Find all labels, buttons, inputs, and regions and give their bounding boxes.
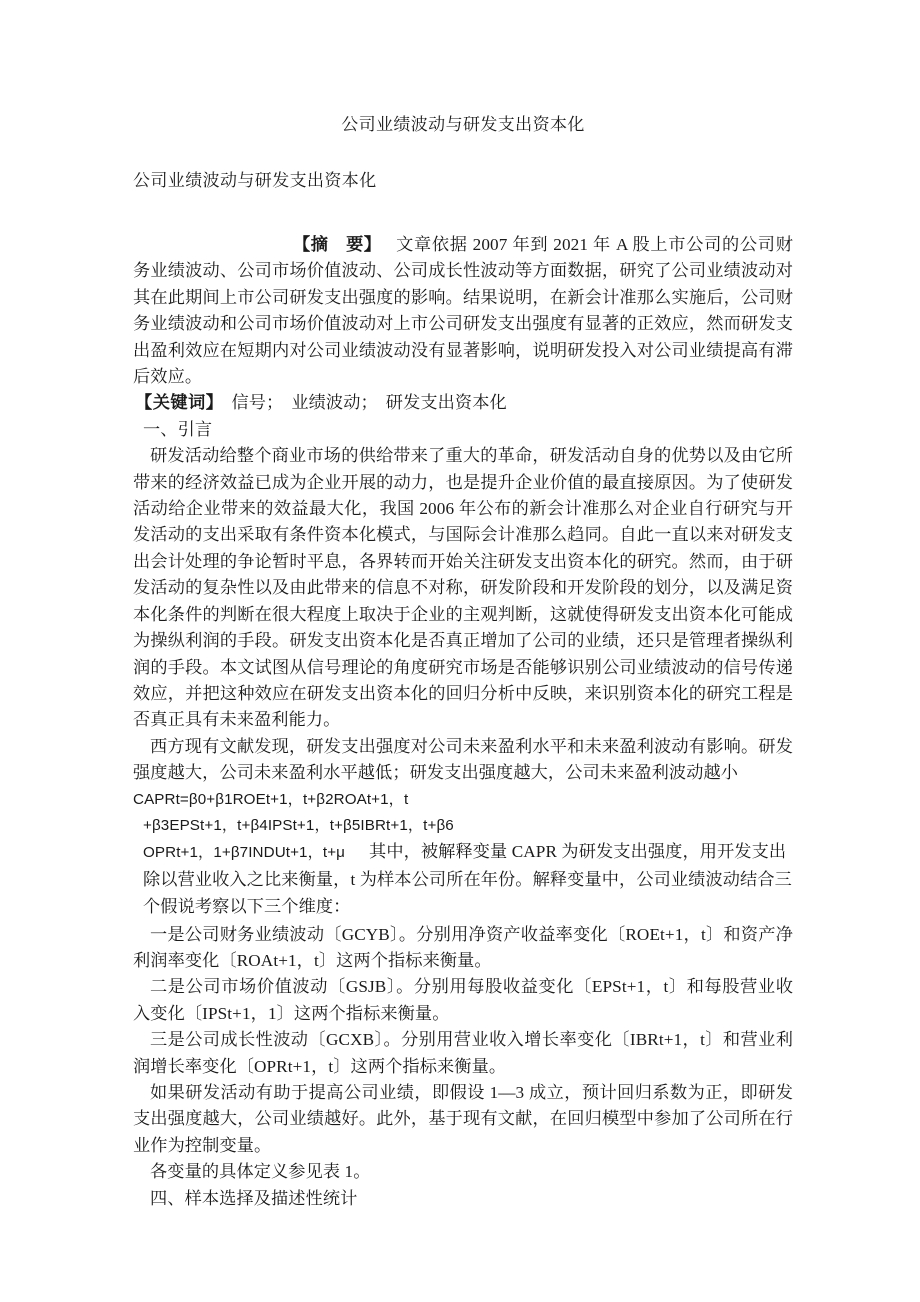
abstract-text: 文章依据 2007 年到 2021 年 A 股上市公司的公司财务业绩波动、公司市场价值波动、公司成长性波动等方面数据，研究了公司业绩波动对其在此期间上市公司研发支出强度的影响。结果说明，在新会计准那么实施后，公司财务业绩波动和公司市场价值波动对上市公司研发支出强度有显著的正效应，然而研发支出盈利效应在短期内对公司业绩波动没有显著影响，说明研发投入对公司业绩提高有滞后效应。: [133, 235, 793, 387]
keyword-item-2: 研发支出资本化: [385, 393, 507, 413]
keywords-label: 【关键词】: [135, 393, 224, 413]
article-title: 公司业绩波动与研发支出资本化: [133, 171, 377, 190]
formula-line-1: CAPRt=β0+β1ROEt+1，t+β2ROAt+1，t: [133, 790, 409, 808]
dimension-item-3: 三是公司成长性波动〔GCXB〕。分别用营业收入增长率变化〔IBRt+1，t〕和营业利润增长率变化〔OPRt+1，t〕这两个指标来衡量。: [133, 1030, 793, 1076]
intro-paragraph-2: 西方现有文献发现，研发支出强度对公司未来盈利水平和未来盈利波动有影响。研发强度越大，公司未来盈利水平越低；研发支出强度越大，公司未来盈利波动越小: [133, 736, 793, 783]
intro-paragraph-1: 研发活动给整个商业市场的供给带来了重大的革命，研发活动自身的优势以及由它所带来的经济效益已成为企业开展的动力，也是提升企业价值的最直接原因。为了使研发活动给企业带来的效益最大化，我国 2006 年公布的新会计准那么对企业自行研究与开发活动的支出采取有条件资本化模式，与国际会计准那么趋同。自此一直以来对研发支出会计处理的争论暂时平息，各界转而开始关注研发支出资本化的研究。然而，由于研发活动的复杂性以及由此带来的信息不对称，研发阶段和开发阶段的划分，以及满足资本化条件的判断在很大程度上取决于企业的主观判断，这就使得研发支出资本化可能成为操纵利润的手段。研发支出资本化是否真正增加了公司的业绩，还只是管理者操纵利润的手段。本文试图从信号理论的角度研究市场是否能够识别公司业绩波动的信号传递效应，并把这种效应在研发支出资本化的回归分析中反映，来识别资本化的研究工程是否真正具有未来盈利能力。: [133, 446, 793, 730]
section-heading-sample-selection: 四、样本选择及描述性统计: [150, 1188, 358, 1208]
document-content: [133, 0, 793, 1212]
keywords-paragraph: [133, 390, 793, 416]
formula-line-2: +β3EPSt+1，t+β4IPSt+1，t+β5IBRt+1，t+β6: [143, 816, 454, 834]
abstract-paragraph: [133, 232, 793, 390]
closing-paragraph-1: 如果研发活动有助于提高公司业绩，即假设 1—3 成立，预计回归系数为正，即研发支出强度越大，公司业绩越好。此外，基于现有文献，在回归模型中参加了公司所在行业作为控制变量。: [133, 1083, 793, 1155]
formula-line-3: [133, 839, 793, 921]
formula-line-3-explanation: 其中，被解释变量 CAPR 为研发支出强度，用开发支出除以营业收入之比来衡量，t 为样本公司所在年份。解释变量中，公司业绩波动结合三个假说考察以下三个维度：: [143, 842, 792, 917]
dimension-item-2: 二是公司市场价值波动〔GSJB〕。分别用每股收益变化〔EPSt+1，t〕和每股营业收入变化〔IPSt+1，1〕这两个指标来衡量。: [133, 977, 793, 1023]
abstract-spacer: [133, 194, 793, 232]
dimension-item-1: 一是公司财务业绩波动〔GCYB〕。分别用净资产收益率变化〔ROEt+1，t〕和资产净利润率变化〔ROAt+1，t〕这两个指标来衡量。: [133, 924, 793, 970]
abstract-label: 【摘 要】: [293, 235, 382, 254]
section-heading-introduction: 一、引言: [143, 419, 213, 439]
abstract-lead: [293, 232, 395, 258]
keyword-item-0: 信号；: [231, 393, 284, 413]
closing-paragraph-2: 各变量的具体定义参见表 1。: [150, 1162, 371, 1182]
formula-line-3-latin: OPRt+1，1+β7INDUt+1，t+μ: [143, 844, 346, 862]
keyword-item-1: 业绩波动；: [291, 393, 378, 413]
page-title: 公司业绩波动与研发支出资本化: [341, 115, 585, 134]
